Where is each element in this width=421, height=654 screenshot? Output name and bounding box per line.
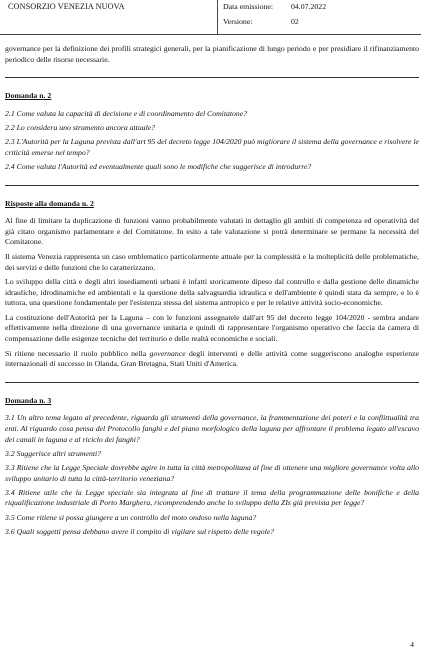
question-2-4: 2.4 Come valuta l'Autorità ed eventualmente quali sono le modifiche che suggerisce di introdurre?: [5, 161, 312, 171]
question-3-5: 3.5 Come ritiene si possa giungere a un controllo del moto ondoso nella laguna?: [5, 512, 257, 522]
answer-text: Si ritiene necessario il ruolo pubblico nella: [5, 348, 150, 358]
question-3-3: 3.3 Ritiene che la Legge Speciale dovrebbe agire in tutta la città metropolitana al fine di ottenere una migliore governance volta allo sviluppo unitario di tutta la città-territorio veneziana?: [5, 463, 419, 483]
section-rule: [5, 185, 419, 186]
header-divider: [217, 0, 218, 34]
answer-paragraph: Al fine di limitare la duplicazione di funzioni vanno probabilmente valutati in dettaglio gli ambiti di competenza ed operatività del già citato organismo parlamentare e del Comitatone. In esito a tale valutazione si potrà determinare se permane la necessità del Comitatone.: [5, 216, 419, 247]
section-heading-domanda-3: Domanda n. 3: [5, 395, 52, 405]
section-heading-domanda-2: Domanda n. 2: [5, 91, 52, 101]
emission-label: Data emissione:: [223, 2, 274, 11]
version-label: Versione:: [223, 17, 253, 26]
version-value: 02: [291, 17, 299, 26]
section-rule: [5, 382, 419, 383]
section-rule: [5, 77, 419, 78]
question-2-2: 2.2 Lo considera uno strumento ancora attuale?: [5, 122, 156, 132]
header-rule: [0, 34, 421, 35]
answer-paragraph: La costituzione dell'Autorità per la Laguna – con le funzioni assegnatele dall'art 95 del decreto legge 104/2020 - sembra andare effettivamente nella direzione di una governance unitaria e quindi di rappresentare l'organismo operativo che faccia da camera di compensazione delle esigenze tecniche del territorio e delle realtà economiche e sociali.: [5, 312, 419, 344]
question-3-1: 3.1 Un altro tema legato al precedente, riguarda gli strumenti della governance, la frammentazione dei poteri e la conflittualità tra enti. Al riguardo cosa pensa del Protocollo fanghi e del piano morfologico della laguna per affrontare il problema legato all'escavo dei canali in laguna e al riciclo dei fanghi?: [5, 413, 419, 444]
section-heading-risposte-2: Risposte alla domanda n. 2: [5, 198, 94, 208]
question-3-4: 3.4 Ritiene utile che la Legge speciale sia integrata al fine di trattare il tema della programmazione delle bonifiche e della riqualificazione industriale di Porto Marghera, ricomprendendo anche lo sviluppo della ZIs già prevista per legge?: [5, 487, 419, 508]
question-3-6: 3.6 Quali soggetti pensa debbano avere il compito di vigilare sul rispetto delle regole?: [5, 526, 275, 536]
question-2-3: 2.3 L'Autorità per la Laguna prevista dall'art 95 del decreto legge 104/2020 può migliorare il sistema della governance e risolvere le criticità emerse nel tempo?: [5, 137, 419, 157]
page-number: 4: [410, 640, 414, 649]
emission-value: 04.07.2022: [291, 2, 327, 11]
question-2-1: 2.1 Come valuta la capacità di decisione e di coordinamento del Comitatone?: [5, 108, 248, 118]
org-name: CONSORZIO VENEZIA NUOVA: [8, 2, 125, 11]
intro-paragraph: governance per la definizione dei profili strategici generali, per la pianificazione di lungo periodo e per presidiare il rifinanziamento periodico delle risorse necessarie.: [5, 44, 419, 64]
page-content: [5, 44, 419, 541]
document-header: [0, 0, 421, 36]
answer-emphasis: governance: [149, 348, 186, 358]
answer-text: degli interventi e delle attività come suggeriscono analoghe esperienze internazionali di successo in Olanda, Gran Bretagna, Stati Uniti d'America.: [5, 348, 419, 369]
answer-paragraph: Il sistema Venezia rappresenta un caso emblematico particolarmente attuale per la complessità e la molteplicità delle problematiche, dei servizi e delle funzioni che lo caratterizzano.: [5, 251, 419, 272]
answer-paragraph-final: [5, 349, 419, 370]
question-3-2: 3.2 Suggerisce altri strumenti?: [5, 448, 102, 458]
answer-paragraph: Lo sviluppo della città e degli altri insediamenti urbani è infatti storicamente dipeso dal controllo e dalla gestione delle dinamiche idrauliche, idrodinamiche ed ambientali e la questione della salvaguardia idraulica e dell'ambiente è quindi stata da sempre, e lo è tuttora, una questione fondamentale per l'esistenza stessa del sistema antropico e per le relative attività socio-economiche.: [5, 277, 419, 308]
